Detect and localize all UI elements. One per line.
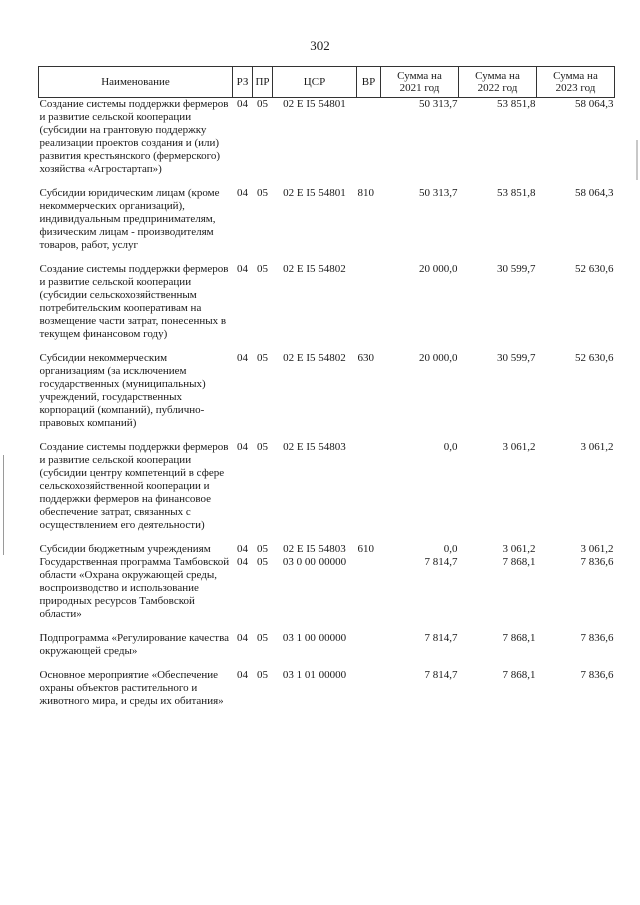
row-csr: 02 Е I5 54803 (283, 441, 346, 453)
header-name: Наименование (39, 67, 233, 98)
header-sum-2022-line2: 2022 год (477, 82, 518, 94)
row-rz: 04 (237, 669, 248, 681)
row-name: Создание системы поддержки фермеров и развитие сельской кооперации (субсидии центру компетенций в сфере сельскохозяйственной кооперации и поддержки фермеров на финансовое обеспечение затрат, связанных с осуществлением его деятельности) (39, 441, 229, 531)
row-sum-2021: 7 814,7 (424, 632, 458, 644)
row-pr: 05 (257, 441, 268, 453)
table-row (39, 543, 615, 556)
row-vr (357, 263, 381, 341)
page-number: 302 (310, 38, 330, 53)
row-sum-2021: 7 814,7 (424, 669, 458, 681)
row-spacer (39, 658, 615, 669)
row-rz: 04 (237, 187, 248, 199)
row-csr: 03 1 01 00000 (282, 669, 347, 681)
row-sum-2021: 50 313,7 (419, 187, 458, 199)
table-row (39, 556, 615, 621)
row-sum-2022: 7 868,1 (502, 632, 536, 644)
row-spacer (39, 252, 615, 263)
row-rz: 04 (237, 441, 248, 453)
row-sum-2023: 3 061,2 (580, 441, 614, 453)
row-pr: 05 (257, 543, 268, 555)
header-rz: РЗ (233, 67, 253, 98)
header-sum-2023-line1: Сумма на (553, 70, 598, 82)
row-sum-2021: 0,0 (443, 441, 458, 453)
row-pr: 05 (257, 556, 268, 568)
row-sum-2022: 30 599,7 (497, 263, 536, 275)
row-sum-2023: 52 630,6 (575, 263, 614, 275)
row-name: Государственная программа Тамбовской области «Охрана окружающей среды, воспроизводство и использование природных ресурсов Тамбовской области» (39, 556, 230, 620)
row-sum-2023: 7 836,6 (580, 556, 614, 568)
budget-table (38, 66, 615, 708)
row-spacer (39, 341, 615, 352)
row-sum-2022: 3 061,2 (502, 543, 536, 555)
row-pr: 05 (257, 632, 268, 644)
row-csr: 03 0 00 00000 (282, 556, 347, 568)
row-sum-2021: 0,0 (443, 543, 458, 555)
row-name: Основное мероприятие «Обеспечение охраны объектов растительного и животного мира, и среды их обитания» (39, 669, 224, 707)
row-name: Подпрограмма «Регулирование качества окружающей среды» (39, 632, 230, 657)
row-vr (357, 669, 381, 708)
row-rz: 04 (237, 352, 248, 364)
table-row (39, 669, 615, 708)
table-row (39, 441, 615, 532)
row-vr: 630 (357, 352, 374, 364)
row-sum-2021: 20 000,0 (419, 352, 458, 364)
header-sum-2022 (459, 67, 537, 98)
row-sum-2023: 58 064,3 (575, 187, 614, 199)
header-vr: ВР (357, 67, 381, 98)
row-spacer (39, 621, 615, 632)
row-sum-2023: 52 630,6 (575, 352, 614, 364)
row-pr: 05 (257, 98, 268, 110)
row-csr: 02 Е I5 54802 (283, 263, 346, 275)
table-row (39, 632, 615, 658)
row-sum-2022: 30 599,7 (497, 352, 536, 364)
row-sum-2022: 53 851,8 (497, 187, 536, 199)
row-vr (357, 556, 381, 621)
row-spacer (39, 532, 615, 543)
row-csr: 02 Е I5 54803 (283, 543, 346, 555)
row-vr: 610 (357, 543, 374, 555)
row-spacer (39, 176, 615, 187)
row-rz: 04 (237, 556, 248, 568)
header-sum-2023 (537, 67, 615, 98)
row-pr: 05 (257, 187, 268, 199)
row-spacer (39, 430, 615, 441)
table-row (39, 98, 615, 177)
row-sum-2022: 7 868,1 (502, 669, 536, 681)
header-sum-2021 (381, 67, 459, 98)
header-sum-2021-line2: 2021 год (399, 82, 440, 94)
row-pr: 05 (257, 352, 268, 364)
row-csr: 03 1 00 00000 (282, 632, 347, 644)
row-rz: 04 (237, 263, 248, 275)
row-name: Субсидии бюджетным учреждениям (39, 543, 211, 555)
header-sum-2021-line1: Сумма на (397, 70, 442, 82)
row-vr (357, 98, 381, 177)
table-row (39, 352, 615, 430)
header-sum-2023-line2: 2023 год (555, 82, 596, 94)
row-sum-2021: 50 313,7 (419, 98, 458, 110)
row-rz: 04 (237, 632, 248, 644)
row-vr (357, 632, 381, 658)
row-csr: 02 Е I5 54802 (283, 352, 346, 364)
row-sum-2023: 58 064,3 (575, 98, 614, 110)
row-sum-2023: 3 061,2 (580, 543, 614, 555)
row-sum-2022: 53 851,8 (497, 98, 536, 110)
row-name: Создание системы поддержки фермеров и развитие сельской кооперации (субсидии на грантовую поддержку реализации проектов создания и (или) развития крестьянского (фермерского) хозяйства «Агростартап») (39, 98, 229, 175)
table-row (39, 187, 615, 252)
header-csr: ЦСР (273, 67, 357, 98)
row-name: Субсидии юридическим лицам (кроме некоммерческих организаций), индивидуальным предпринимателям, физическим лицам - производителям товаров, работ, услуг (39, 187, 220, 251)
row-sum-2022: 7 868,1 (502, 556, 536, 568)
header-sum-2022-line1: Сумма на (475, 70, 520, 82)
edge-scan-mark (636, 140, 638, 180)
row-sum-2023: 7 836,6 (580, 669, 614, 681)
row-sum-2021: 20 000,0 (419, 263, 458, 275)
row-name: Субсидии некоммерческим организациям (за исключением государственных (муниципальных) учреждений, государственных корпораций (компаний), публично-правовых компаний) (39, 352, 206, 429)
margin-scan-mark (3, 455, 4, 555)
row-rz: 04 (237, 543, 248, 555)
table-header-row (39, 67, 615, 98)
row-rz: 04 (237, 98, 248, 110)
row-pr: 05 (257, 669, 268, 681)
row-csr: 02 Е I5 54801 (283, 98, 346, 110)
row-pr: 05 (257, 263, 268, 275)
header-pr: ПР (253, 67, 273, 98)
row-sum-2021: 7 814,7 (424, 556, 458, 568)
row-vr (357, 441, 381, 532)
row-sum-2022: 3 061,2 (502, 441, 536, 453)
row-name: Создание системы поддержки фермеров и развитие сельской кооперации (субсидии сельскохозяйственным потребительским кооперативам на возмещение части затрат, понесенных в текущем финансовом году) (39, 263, 229, 340)
row-sum-2023: 7 836,6 (580, 632, 614, 644)
table-row (39, 263, 615, 341)
row-csr: 02 Е I5 54801 (283, 187, 346, 199)
row-vr: 810 (357, 187, 374, 199)
